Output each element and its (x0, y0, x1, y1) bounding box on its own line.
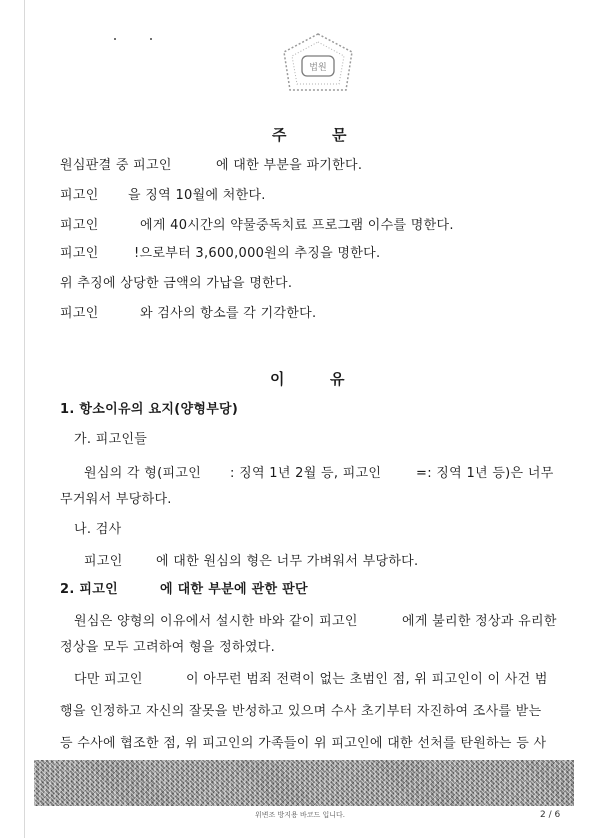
section-2-title-b: 에 대한 부분에 관한 판단 (160, 582, 308, 597)
para2-line-3: 등 수사에 협조한 점, 위 피고인의 가족들이 위 피고인에 대한 선처를 탄원하는 등 사 (60, 736, 547, 751)
decision-line-1a: 원심판결 중 피고인 (60, 158, 172, 173)
section-2-title-a: 2. 피고인 (60, 582, 118, 597)
court-seal-icon (272, 30, 364, 102)
decision-line-2b: 을 징역 10월에 처한다. (128, 188, 266, 203)
para1-line-1a: 원심은 양형의 이유에서 설시한 바와 같이 피고인 (74, 614, 358, 629)
decision-line-4b: !으로부터 3,600,000원의 추징을 명한다. (134, 246, 381, 261)
barcode-note: 위변조 방지용 바코드 입니다. (254, 811, 346, 819)
decision-line-5: 위 추징에 상당한 금액의 가납을 명한다. (60, 276, 293, 291)
anti-forgery-barcode (34, 760, 574, 806)
decision-line-4a: 피고인 (60, 246, 99, 261)
ga-line-1b: : 징역 1년 2월 등, 피고인 (230, 466, 382, 481)
para1-line-2: 정상을 모두 고려하여 형을 정하였다. (60, 640, 276, 655)
page-number: 2 / 6 (540, 810, 561, 820)
scan-speck (114, 38, 116, 40)
decision-line-1b: 에 대한 부분을 파기한다. (216, 158, 363, 173)
para1-line-1b: 에게 불리한 정상과 유리한 (402, 614, 557, 629)
na-line-a: 피고인 (84, 554, 123, 569)
section-1-title: 1. 항소이유의 요지(양형부당) (60, 402, 239, 417)
ga-line-1a: 원심의 각 형(피고인 (84, 466, 202, 481)
svg-text:법원: 법원 (309, 63, 327, 73)
decision-line-3a: 피고인 (60, 218, 99, 233)
para2-line-2: 행을 인정하고 자신의 잘못을 반성하고 있으며 수사 초기부터 자진하여 조사를 받는 (60, 704, 542, 719)
subsection-ga: 가. 피고인들 (74, 432, 148, 447)
reasons-heading: 이 유 (270, 370, 346, 388)
scan-speck (150, 38, 152, 40)
na-line-b: 에 대한 원심의 형은 너무 가벼워서 부당하다. (156, 554, 419, 569)
decision-heading: 주 문 (272, 126, 348, 144)
decision-line-6a: 피고인 (60, 306, 99, 321)
decision-line-3b: 에게 40시간의 약물중독치료 프로그램 이수를 명한다. (140, 218, 454, 233)
decision-line-6b: 와 검사의 항소를 각 기각한다. (140, 306, 317, 321)
ga-line-2: 무거워서 부당하다. (60, 492, 172, 507)
para2-line-1a: 다만 피고인 (74, 672, 143, 687)
decision-line-2a: 피고인 (60, 188, 99, 203)
subsection-na: 나. 검사 (74, 522, 122, 537)
para2-line-1b: 이 아무런 범죄 전력이 없는 초범인 점, 위 피고인이 이 사건 범 (186, 672, 548, 687)
ga-line-1c: =: 징역 1년 등)은 너무 (416, 466, 554, 481)
